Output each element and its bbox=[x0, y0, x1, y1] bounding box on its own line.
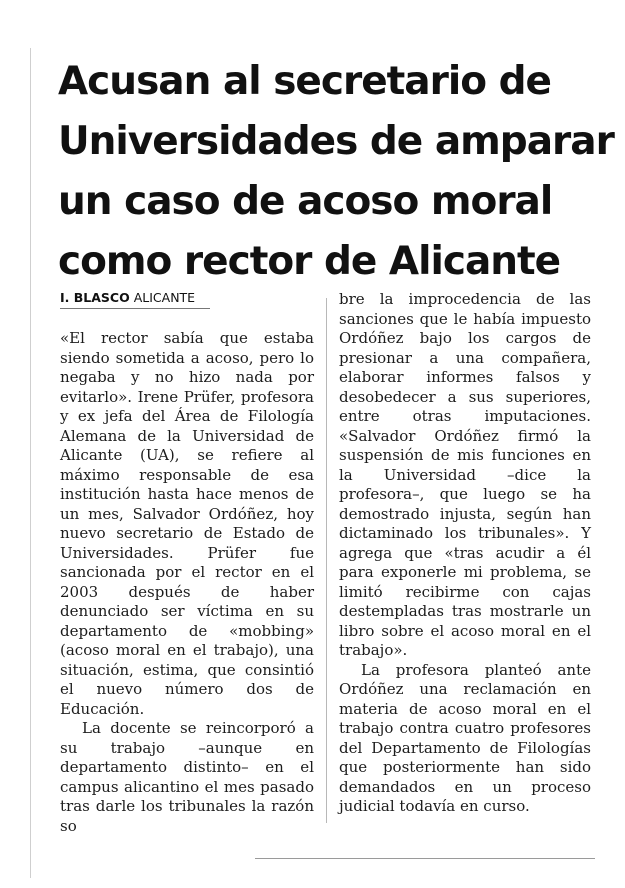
byline bbox=[60, 290, 195, 305]
article-paragraph-2-continued: bre la improcedencia de las sanciones que le había impuesto Ordóñez bajo los cargos de presionar a una compañera, elaborar informes falsos y desobedecer a sus superiores, entre otras imputaciones. «Salvador Ordóñez firmó la suspensión de mis funciones en la Universidad –dice la profesora–, que luego se ha demostrado injusta, según han dictaminado los tribunales». Y agrega que «tras acudir a él para exponerle mi problema, se limitó recibirme con cajas destempladas tras mostrarle un libro sobre el acoso moral en el trabajo». bbox=[339, 290, 591, 659]
headline-line-4: como rector de Alicante bbox=[58, 239, 561, 284]
left-margin-rule bbox=[30, 48, 31, 878]
bottom-rule bbox=[255, 858, 595, 859]
article-paragraph-1: «El rector sabía que estaba siendo sometida a acoso, pero lo negaba y no hizo nada por evitarlo». Irene Prüfer, profesora y ex jefa del Área de Filología Alemana de la Universidad de Alicante (UA), se refiere al máximo responsable de esa institución hasta hace menos de un mes, Salvador Ordóñez, hoy nuevo secretario de Estado de Universidades. Prüfer fue sancionada por el rector en el 2003 después de haber denunciado ser víctima en su departamento de «mobbing» (acoso moral en el trabajo), una situación, estima, que consintió el nuevo número dos de Educación. bbox=[60, 329, 314, 718]
byline-underline bbox=[60, 308, 210, 309]
headline-line-1: Acusan al secretario de bbox=[58, 59, 551, 104]
article-column-left bbox=[60, 329, 314, 836]
byline-location: ALICANTE bbox=[133, 290, 196, 305]
byline-author: I. BLASCO bbox=[60, 290, 130, 305]
column-divider bbox=[326, 298, 327, 823]
article-column-right bbox=[339, 290, 591, 817]
headline-line-2: Universidades de amparar bbox=[58, 119, 614, 164]
headline bbox=[58, 52, 614, 292]
headline-line-3: un caso de acoso moral bbox=[58, 179, 553, 224]
article-paragraph-2: La docente se reincorporó a su trabajo –aunque en departamento distinto– en el campus alicantino el mes pasado tras darle los tribunales la razón so bbox=[60, 719, 314, 835]
article-paragraph-3: La profesora planteó ante Ordóñez una reclamación en materia de acoso moral en el trabajo contra cuatro profesores del Departamento de Filologías que posteriormente han sido demandados en un proceso judicial todavía en curso. bbox=[339, 660, 591, 815]
